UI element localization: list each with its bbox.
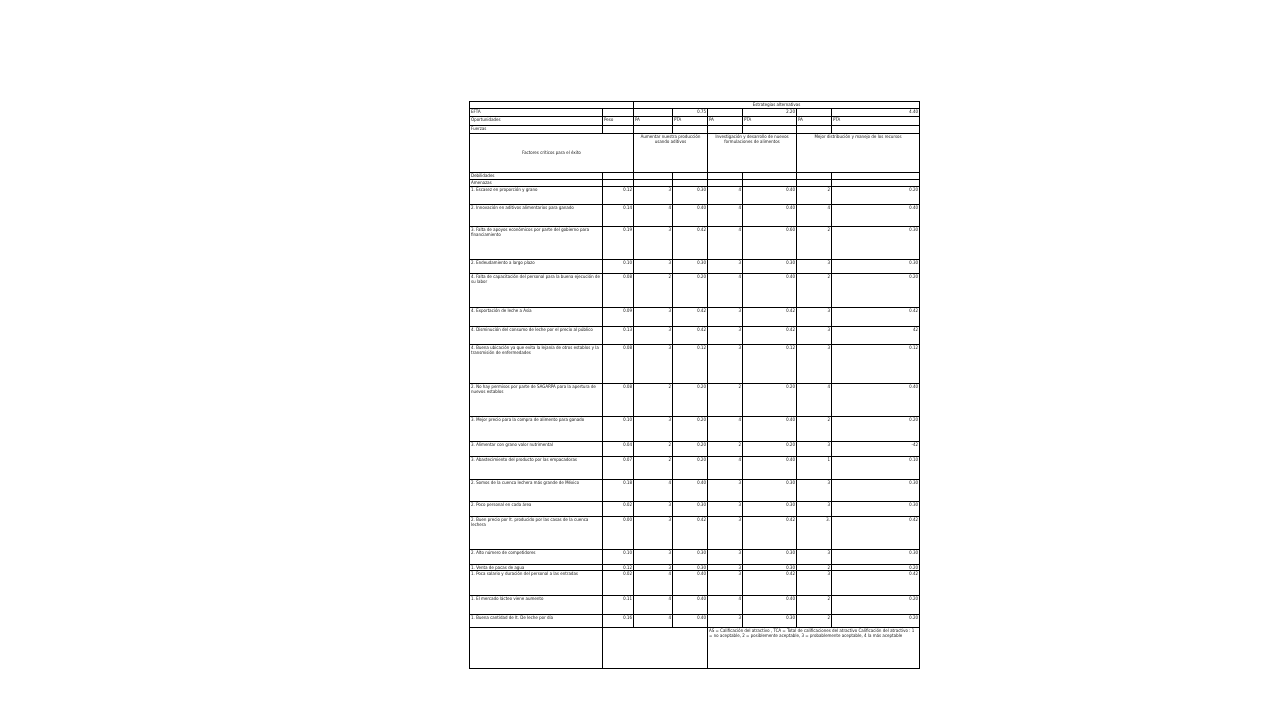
pa-cell: 3. xyxy=(797,516,832,549)
pa-cell: 2 xyxy=(708,441,743,456)
pa-cell: 3 xyxy=(797,549,832,564)
factor-label-text: 2. Poco personal en cada área xyxy=(471,502,532,508)
pa-cell: 2 xyxy=(797,187,832,204)
pa-cell: 3 xyxy=(634,565,673,571)
peso-cell: 0.02 xyxy=(603,571,634,596)
pta-cell: 0.30 xyxy=(743,565,797,571)
pta-cell: 0.20 xyxy=(743,384,797,417)
pta-cell: 0.12 xyxy=(743,345,797,384)
pta-cell: -42 xyxy=(832,441,920,456)
pa-cell: 2 xyxy=(797,565,832,571)
col-header: PTA xyxy=(743,117,797,125)
pa-cell: 2 xyxy=(797,417,832,442)
peso-cell: 0.00 xyxy=(603,516,634,549)
pa-cell: 4 xyxy=(708,204,743,227)
peso-header: Peso xyxy=(603,117,634,125)
pta-cell: 0.42 xyxy=(673,308,708,326)
pa-cell: 3 xyxy=(708,479,743,502)
pa-cell: 3 xyxy=(634,308,673,326)
col-header: PTA xyxy=(673,117,708,125)
factor-label xyxy=(470,417,603,442)
pa-cell: 4 xyxy=(708,187,743,204)
pta-cell: 0.30 xyxy=(832,502,920,516)
oportunidades-label: Oportunidades xyxy=(470,117,603,125)
pa-cell: 3 xyxy=(797,441,832,456)
peso-cell: 0.16 xyxy=(603,615,634,627)
efta-value: 4.40 xyxy=(832,109,920,117)
pta-cell: 0.30 xyxy=(832,549,920,564)
pta-cell: 0.42 xyxy=(673,516,708,549)
pa-cell: 2 xyxy=(634,384,673,417)
table-row xyxy=(470,260,920,274)
pa-cell: 3 xyxy=(797,345,832,384)
col-header: PA xyxy=(634,117,673,125)
pa-cell: 3 xyxy=(797,502,832,516)
efta-value: 2.20 xyxy=(743,109,797,117)
table-row xyxy=(470,274,920,308)
peso-cell: 0.10 xyxy=(603,549,634,564)
pa-cell: 3 xyxy=(797,479,832,502)
pa-cell: 4 xyxy=(634,571,673,596)
pta-cell: 0.20 xyxy=(673,274,708,308)
pa-cell: 2 xyxy=(634,441,673,456)
factor-label-text: 4. Exportación de leche a Asia xyxy=(471,308,532,314)
pta-cell: 0.42 xyxy=(743,326,797,344)
factor-label-text: 3. Mejor precio para la compra de alimento para ganado xyxy=(471,417,585,423)
peso-cell: 0.02 xyxy=(603,502,634,516)
factor-label-text: 1. Venta de pacas de agua xyxy=(471,565,525,571)
pta-cell: 0.30 xyxy=(832,227,920,260)
factor-label-text: 2. Buen precio por lt. producido por las casas de la cuenca lechera xyxy=(471,516,589,527)
peso-cell: 0.10 xyxy=(603,417,634,442)
peso-cell: 0.18 xyxy=(603,479,634,502)
pta-cell: 0.42 xyxy=(832,571,920,596)
pa-cell: 3 xyxy=(708,615,743,627)
peso-cell: 0.13 xyxy=(603,326,634,344)
factor-label xyxy=(470,204,603,227)
peso-cell: 0.14 xyxy=(603,204,634,227)
table-row xyxy=(470,615,920,627)
pa-cell: 3 xyxy=(708,308,743,326)
pa-cell: 3 xyxy=(708,549,743,564)
pta-cell: 0.42 xyxy=(832,308,920,326)
pta-cell: 0.40 xyxy=(743,204,797,227)
peso-cell: 0.12 xyxy=(603,565,634,571)
pta-cell: 0.20 xyxy=(832,417,920,442)
pa-cell: 3 xyxy=(634,417,673,442)
factor-label-text: 4. Falta de capacitación del personal para la buena ejecución de su labor xyxy=(471,274,600,285)
pa-cell: 3 xyxy=(708,502,743,516)
pta-cell: 0.40 xyxy=(743,417,797,442)
pa-cell: 4 xyxy=(708,274,743,308)
pa-cell: 3 xyxy=(797,308,832,326)
factor-label-text: 4. Disminución del consumo de leche por el precio al público xyxy=(471,326,593,332)
factor-label xyxy=(470,260,603,274)
peso-cell: 0.08 xyxy=(603,345,634,384)
pa-cell: 3 xyxy=(634,502,673,516)
pta-cell: 0.40 xyxy=(743,187,797,204)
pa-cell: 3 xyxy=(797,571,832,596)
pta-cell: 0.10 xyxy=(832,457,920,480)
pa-cell: 2 xyxy=(634,457,673,480)
pta-cell: 0.20 xyxy=(832,615,920,627)
footnote: AS = Calificación del atractivo , TCA = Total de calificaciones del atractivo Calificación del atractivo : 1 = no aceptable, 2 = posiblemente aceptable, 3 = probablemente aceptable, 4 la más aceptable xyxy=(708,627,920,668)
pa-cell: 3 xyxy=(634,549,673,564)
factor-label-text: 1. Buena cantidad de lt. De leche por día xyxy=(471,615,554,621)
pta-cell: 0.40 xyxy=(743,595,797,615)
factor-label xyxy=(470,615,603,627)
strategy-name: Aumentar nuestra producción usando aditivos xyxy=(634,133,708,172)
pa-cell: 3 xyxy=(634,187,673,204)
header-row-strategies xyxy=(470,133,920,172)
efta-value: 0.75 xyxy=(673,109,708,117)
pta-cell: 0.42 xyxy=(832,516,920,549)
factor-label-text: 1. Escasez en proporción y grano xyxy=(471,187,538,193)
pta-cell: 0.20 xyxy=(673,384,708,417)
pta-cell: 0.30 xyxy=(743,502,797,516)
factor-label xyxy=(470,516,603,549)
pta-cell: 0.20 xyxy=(832,187,920,204)
factor-label xyxy=(470,345,603,384)
pta-cell: 0.20 xyxy=(743,441,797,456)
pta-cell: 0.30 xyxy=(673,260,708,274)
pta-cell: 0.20 xyxy=(832,274,920,308)
pta-cell: 0.40 xyxy=(673,571,708,596)
pta-cell: 0.42 xyxy=(673,326,708,344)
peso-cell: 0.07 xyxy=(603,457,634,480)
factor-label xyxy=(470,187,603,204)
pta-cell: 0.40 xyxy=(673,479,708,502)
factor-label-text: 4. Buena ubicación ya que evita la lejanía de otros establos y la transmisión de enfermedades xyxy=(471,345,599,356)
col-header: PTA xyxy=(832,117,920,125)
pta-cell: 0.30 xyxy=(673,549,708,564)
efta-label: EFTA xyxy=(470,109,603,117)
factor-label xyxy=(470,502,603,516)
pa-cell: 4 xyxy=(634,595,673,615)
table-row xyxy=(470,571,920,596)
pta-cell: 0.20 xyxy=(673,457,708,480)
pta-cell: 0.40 xyxy=(832,384,920,417)
factor-label xyxy=(470,326,603,344)
table-row xyxy=(470,457,920,480)
table-row xyxy=(470,345,920,384)
factor-label xyxy=(470,441,603,456)
pta-cell: 0.42 xyxy=(743,308,797,326)
factor-label-text: 2. No hay permisos por parte de SAGARPA para la apertura de nuevos establos xyxy=(471,384,596,395)
table-row xyxy=(470,204,920,227)
debilidades-label: Debilidades xyxy=(470,172,603,179)
pta-cell: 0.30 xyxy=(743,549,797,564)
pa-cell: 3 xyxy=(708,326,743,344)
factor-label xyxy=(470,308,603,326)
peso-cell: 0.10 xyxy=(603,260,634,274)
pa-cell: 2 xyxy=(634,274,673,308)
factor-label-text: 3. Falta de apoyos económicos por parte del gobierno para financiamiento xyxy=(471,227,590,238)
pa-cell: 1 xyxy=(797,457,832,480)
pa-cell: 4 xyxy=(708,595,743,615)
pta-cell: 0.12 xyxy=(832,345,920,384)
table-row xyxy=(470,441,920,456)
table-row xyxy=(470,549,920,564)
pa-cell: 3 xyxy=(708,345,743,384)
strategy-name: Mejor distribución y manejo de los recursos xyxy=(797,133,920,172)
pa-cell: 4 xyxy=(634,479,673,502)
pta-cell: 0.60 xyxy=(743,227,797,260)
pta-cell: 0.40 xyxy=(743,457,797,480)
pta-cell: 0.42 xyxy=(673,227,708,260)
pta-cell: 0.12 xyxy=(673,345,708,384)
pta-cell: 42 xyxy=(832,326,920,344)
pa-cell: 4 xyxy=(634,615,673,627)
pa-cell: 3 xyxy=(634,227,673,260)
pa-cell: 3 xyxy=(634,516,673,549)
pta-cell: 0.20 xyxy=(673,441,708,456)
table-row xyxy=(470,595,920,615)
pa-cell: 2 xyxy=(797,595,832,615)
header-row-efta xyxy=(470,109,920,117)
table-row xyxy=(470,308,920,326)
factor-label xyxy=(470,384,603,417)
pta-cell: 0.40 xyxy=(743,274,797,308)
pta-cell: 0.40 xyxy=(673,615,708,627)
factor-label-text: 2. Somos de la cuenca lechera más grande de México xyxy=(471,479,580,485)
factor-label-text: 3. Abastecimiento del producto por las empacadoras xyxy=(471,457,577,463)
factor-label xyxy=(470,457,603,480)
table-row xyxy=(470,187,920,204)
pa-cell: 4 xyxy=(797,204,832,227)
strategies-title: Estrategias alternativas xyxy=(634,102,920,109)
header-row-title xyxy=(470,102,920,109)
pa-cell: 3 xyxy=(634,345,673,384)
pa-cell: 3 xyxy=(708,516,743,549)
factor-label-text: 2. Innovación en aditivos alimentarios para ganado xyxy=(471,204,574,210)
table-row xyxy=(470,417,920,442)
peso-cell: 0.11 xyxy=(603,595,634,615)
pa-cell: 3 xyxy=(708,565,743,571)
pta-cell: 0.40 xyxy=(673,204,708,227)
factor-label-text: 3. Alimentar con grano valor nutrimental xyxy=(471,441,553,447)
peso-cell: 0.08 xyxy=(603,384,634,417)
factor-label xyxy=(470,549,603,564)
factores-label: Factores críticos para el éxito xyxy=(470,133,634,172)
table-row xyxy=(470,384,920,417)
fuerzas-label: Fuerzas xyxy=(470,125,603,133)
header-row-fuerzas xyxy=(470,125,920,133)
factor-label xyxy=(470,227,603,260)
pta-cell: 0.40 xyxy=(673,595,708,615)
peso-cell: 0.09 xyxy=(603,308,634,326)
peso-cell: 0.19 xyxy=(603,227,634,260)
header-row-amenazas xyxy=(470,180,920,187)
pta-cell: 0.30 xyxy=(673,187,708,204)
header-row-debilidades xyxy=(470,172,920,179)
qspm-matrix-table xyxy=(469,101,920,669)
peso-cell: 0.04 xyxy=(603,441,634,456)
factor-label-text: 2. Endeudamiento a largo plazo xyxy=(471,260,535,266)
factor-label-text: 1. Poca salario y duración del personal a las entradas xyxy=(471,571,578,577)
pa-cell: 2 xyxy=(797,615,832,627)
pta-cell: 0.30 xyxy=(743,260,797,274)
factor-label xyxy=(470,479,603,502)
pta-cell: 0.40 xyxy=(832,204,920,227)
pa-cell: 4 xyxy=(634,204,673,227)
pta-cell: 0.30 xyxy=(743,479,797,502)
table-row xyxy=(470,227,920,260)
pa-cell: 3 xyxy=(634,260,673,274)
pta-cell: 0.20 xyxy=(832,565,920,571)
col-header: PA xyxy=(797,117,832,125)
pa-cell: 2 xyxy=(708,384,743,417)
pta-cell: 0.20 xyxy=(832,595,920,615)
pta-cell: 0.42 xyxy=(743,571,797,596)
table-row xyxy=(470,326,920,344)
strategy-name: Investigación y desarrollo de nuevos formulaciones de alimentos xyxy=(708,133,797,172)
table-row xyxy=(470,516,920,549)
pta-cell: 0.30 xyxy=(743,615,797,627)
pta-cell: 0.42 xyxy=(743,516,797,549)
table-row xyxy=(470,502,920,516)
pa-cell: 4 xyxy=(797,384,832,417)
pta-cell: 0.30 xyxy=(673,502,708,516)
factor-label xyxy=(470,595,603,615)
pa-cell: 3 xyxy=(708,571,743,596)
pa-cell: 3 xyxy=(797,326,832,344)
pa-cell: 2 xyxy=(797,227,832,260)
pa-cell: 4 xyxy=(708,417,743,442)
pa-cell: 4 xyxy=(708,227,743,260)
amenazas-label: Amenazas xyxy=(470,180,603,187)
footnote-row xyxy=(470,627,920,668)
header-row-columns xyxy=(470,117,920,125)
factor-label xyxy=(470,571,603,596)
pta-cell: 0.30 xyxy=(832,260,920,274)
pa-cell: 3 xyxy=(634,326,673,344)
pta-cell: 0.30 xyxy=(673,565,708,571)
pta-cell: 0.20 xyxy=(673,417,708,442)
pa-cell: 4 xyxy=(708,457,743,480)
factor-label-text: 1. El mercado lácteo viene aumento xyxy=(471,595,544,601)
pa-cell: 3 xyxy=(708,260,743,274)
peso-cell: 0.12 xyxy=(603,187,634,204)
pa-cell: 3 xyxy=(797,260,832,274)
col-header: PA xyxy=(708,117,743,125)
pa-cell: 2 xyxy=(797,274,832,308)
peso-cell: 0.08 xyxy=(603,274,634,308)
factor-label-text: 2. Alto número de competidores xyxy=(471,549,536,555)
factor-label xyxy=(470,274,603,308)
pta-cell: 0.30 xyxy=(832,479,920,502)
table-row xyxy=(470,479,920,502)
